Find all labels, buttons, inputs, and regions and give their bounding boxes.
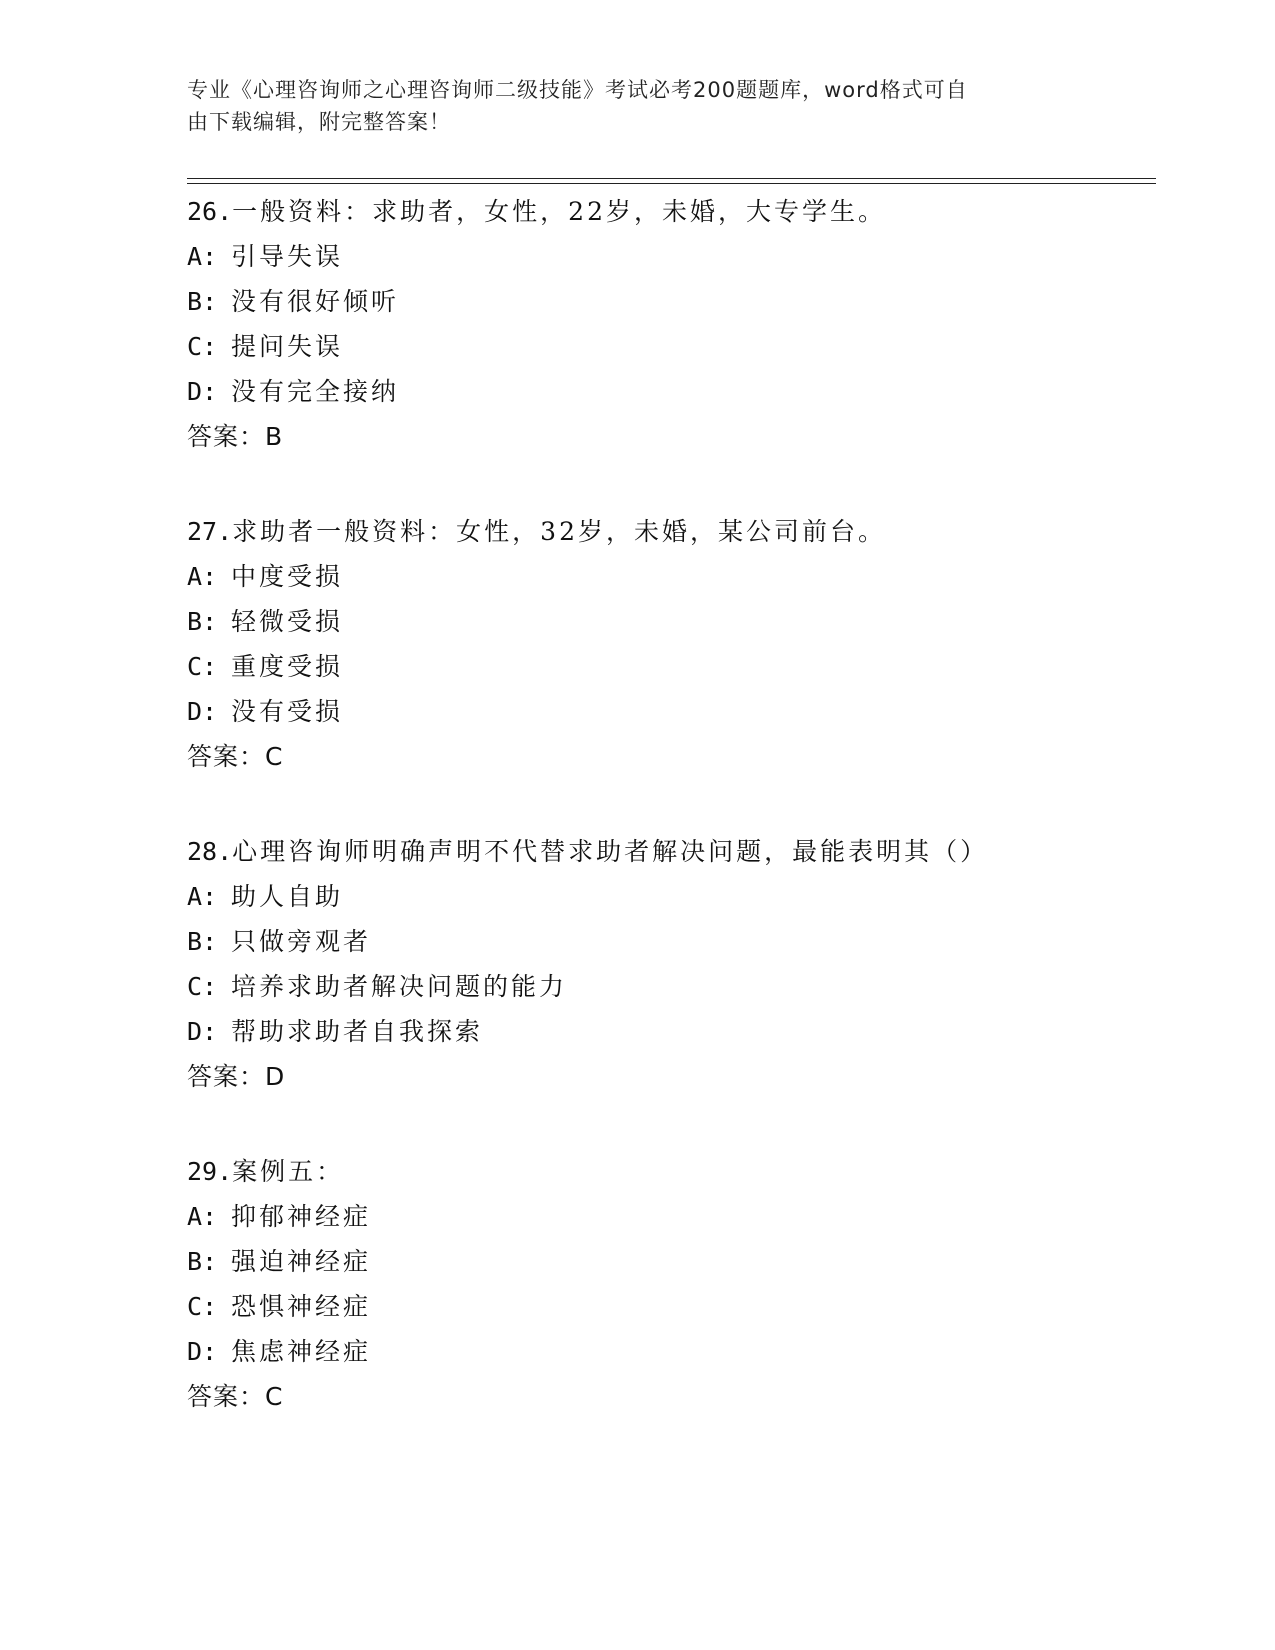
- question-29: [187, 1149, 1087, 1419]
- option-letter: A:: [187, 562, 218, 591]
- option-letter: A:: [187, 242, 218, 271]
- option-text: 轻微受损: [231, 607, 344, 636]
- option-text: 只做旁观者: [231, 927, 372, 956]
- option-letter: C:: [187, 972, 218, 1001]
- option-text: 助人自助: [231, 882, 344, 911]
- option-letter: C:: [187, 652, 218, 681]
- question-stem: [187, 509, 1087, 554]
- option-letter: A:: [187, 882, 218, 911]
- question-text: 心理咨询师明确声明不代替求助者解决问题，最能表明其（）: [232, 837, 989, 866]
- option-a: [187, 554, 1087, 599]
- question-number: 29.: [187, 1157, 233, 1186]
- question-stem: [187, 829, 1087, 874]
- question-number: 27.: [187, 517, 233, 546]
- header-line-1: 专业《心理咨询师之心理咨询师二级技能》考试必考200题题库，word格式可自: [187, 78, 968, 102]
- option-letter: B:: [187, 1247, 218, 1276]
- question-28: [187, 829, 1087, 1099]
- option-letter: D:: [187, 697, 218, 726]
- option-c: [187, 644, 1087, 689]
- header-divider-top: [187, 178, 1156, 179]
- option-text: 中度受损: [231, 562, 344, 591]
- header-divider-bottom: [187, 183, 1156, 184]
- answer: 答案：C: [187, 742, 284, 771]
- option-text: 恐惧神经症: [231, 1292, 372, 1321]
- option-text: 焦虑神经症: [231, 1337, 372, 1366]
- option-d: [187, 1009, 1087, 1054]
- option-letter: B:: [187, 927, 218, 956]
- option-letter: C:: [187, 332, 218, 361]
- option-a: [187, 874, 1087, 919]
- question-27: [187, 509, 1087, 779]
- option-letter: B:: [187, 607, 218, 636]
- answer: 答案：B: [187, 422, 284, 451]
- option-text: 没有完全接纳: [231, 377, 400, 406]
- option-b: [187, 919, 1087, 964]
- option-d: [187, 1329, 1087, 1374]
- option-a: [187, 1194, 1087, 1239]
- option-text: 培养求助者解决问题的能力: [231, 972, 568, 1001]
- option-text: 提问失误: [231, 332, 344, 361]
- option-d: [187, 369, 1087, 414]
- option-a: [187, 234, 1087, 279]
- option-letter: A:: [187, 1202, 218, 1231]
- option-c: [187, 964, 1087, 1009]
- question-stem: [187, 1149, 1087, 1194]
- question-text: 案例五：: [232, 1157, 345, 1186]
- option-letter: D:: [187, 1337, 218, 1366]
- option-b: [187, 599, 1087, 644]
- question-number: 26.: [187, 197, 233, 226]
- option-letter: D:: [187, 1017, 218, 1046]
- question-stem: [187, 189, 1087, 234]
- question-number: 28.: [187, 837, 233, 866]
- question-text: 一般资料：求助者，女性，22岁，未婚，大专学生。: [232, 197, 886, 226]
- option-letter: D:: [187, 377, 218, 406]
- document-header: [187, 74, 1067, 138]
- option-b: [187, 279, 1087, 324]
- option-b: [187, 1239, 1087, 1284]
- answer: 答案：D: [187, 1062, 286, 1091]
- option-c: [187, 324, 1087, 369]
- option-text: 帮助求助者自我探索: [231, 1017, 484, 1046]
- option-text: 重度受损: [231, 652, 344, 681]
- option-text: 没有受损: [231, 697, 344, 726]
- answer: 答案：C: [187, 1382, 284, 1411]
- option-text: 强迫神经症: [231, 1247, 372, 1276]
- option-text: 抑郁神经症: [231, 1202, 372, 1231]
- question-26: [187, 189, 1087, 459]
- header-line-2: 由下载编辑，附完整答案！: [187, 110, 451, 134]
- option-d: [187, 689, 1087, 734]
- option-letter: C:: [187, 1292, 218, 1321]
- option-text: 引导失误: [231, 242, 344, 271]
- option-letter: B:: [187, 287, 218, 316]
- question-text: 求助者一般资料：女性，32岁，未婚，某公司前台。: [232, 517, 886, 546]
- option-text: 没有很好倾听: [231, 287, 400, 316]
- option-c: [187, 1284, 1087, 1329]
